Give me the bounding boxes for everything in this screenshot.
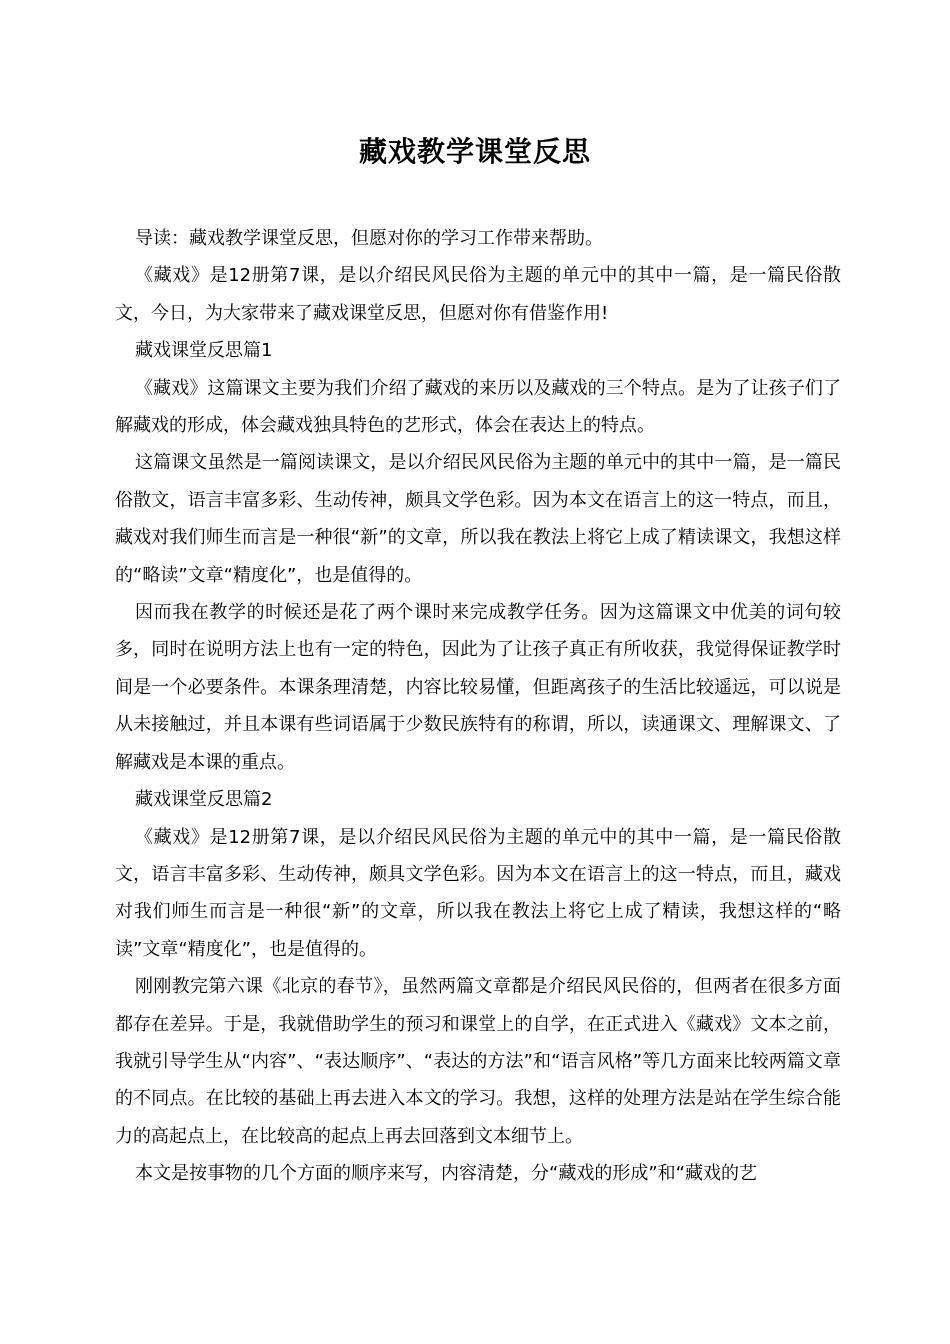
page-title: 藏戏教学课堂反思 — [358, 135, 591, 168]
body-paragraph: 《藏戏》这篇课文主要为我们介绍了藏戏的来历以及藏戏的三个特点。是为了让孩子们了解藏戏的形成，体会藏戏独具特色的艺形式，体会在表达上的特点。 — [115, 377, 841, 437]
summary-paragraph: 《藏戏》是12册第7课，是以介绍民风民俗为主题的单元中的其中一篇，是一篇民俗散文，今日，为大家带来了藏戏课堂反思，但愿对你有借鉴作用! — [115, 265, 841, 324]
section-heading: 藏戏课堂反思篇2 — [135, 789, 273, 811]
body-paragraph: 本文是按事物的几个方面的顺序来写，内容清楚，分“藏戏的形成”和“藏戏的艺 — [135, 1163, 757, 1185]
document-body — [115, 220, 841, 1193]
body-paragraph: 《藏戏》是12册第7课，是以介绍民风民俗为主题的单元中的其中一篇，是一篇民俗散文，语言丰富多彩、生动传神，颇具文学色彩。因为本文在语言上的这一特点，而且，藏戏对我们师生而言是一种很“新”的文章，所以我在教法上将它上成了精读，我想这样的“略读”文章“精度化”，也是值得的。 — [115, 826, 841, 960]
intro-paragraph: 导读：藏戏教学课堂反思，但愿对你的学习工作带来帮助。 — [135, 228, 603, 249]
body-paragraph: 刚刚教完第六课《北京的春节》，虽然两篇文章都是介绍民风民俗的，但两者在很多方面都存在差异。于是，我就借助学生的预习和课堂上的自学，在正式进入《藏戏》文本之前，我就引导学生从“内容”、“表达顺序”、“表达的方法”和“语言风格”等几方面来比较两篇文章的不同点。在比较的基础上再去进入本文的学习。我想，这样的处理方法是站在学生综合能力的高起点上，在比较高的起点上再去回落到文本细节上。 — [115, 976, 841, 1147]
body-paragraph: 这篇课文虽然是一篇阅读课文，是以介绍民风民俗为主题的单元中的其中一篇，是一篇民俗散文，语言丰富多彩、生动传神，颇具文学色彩。因为本文在语言上的这一特点，而且，藏戏对我们师生而言是一种很“新”的文章，所以我在教法上将它上成了精读课文，我想这样的“略读”文章“精度化”，也是值得的。 — [115, 452, 841, 586]
section-heading: 藏戏课堂反思篇1 — [135, 340, 273, 362]
body-paragraph: 因而我在教学的时候还是花了两个课时来完成教学任务。因为这篇课文中优美的词句较多，同时在说明方法上也有一定的特色，因此为了让孩子真正有所收获，我觉得保证教学时间是一个必要条件。本课条理清楚，内容比较易懂，但距离孩子的生活比较遥远，可以说是从未接触过，并且本课有些词语属于少数民族特有的称谓，所以，读通课文、理解课文、了解藏戏是本课的重点。 — [115, 602, 841, 773]
